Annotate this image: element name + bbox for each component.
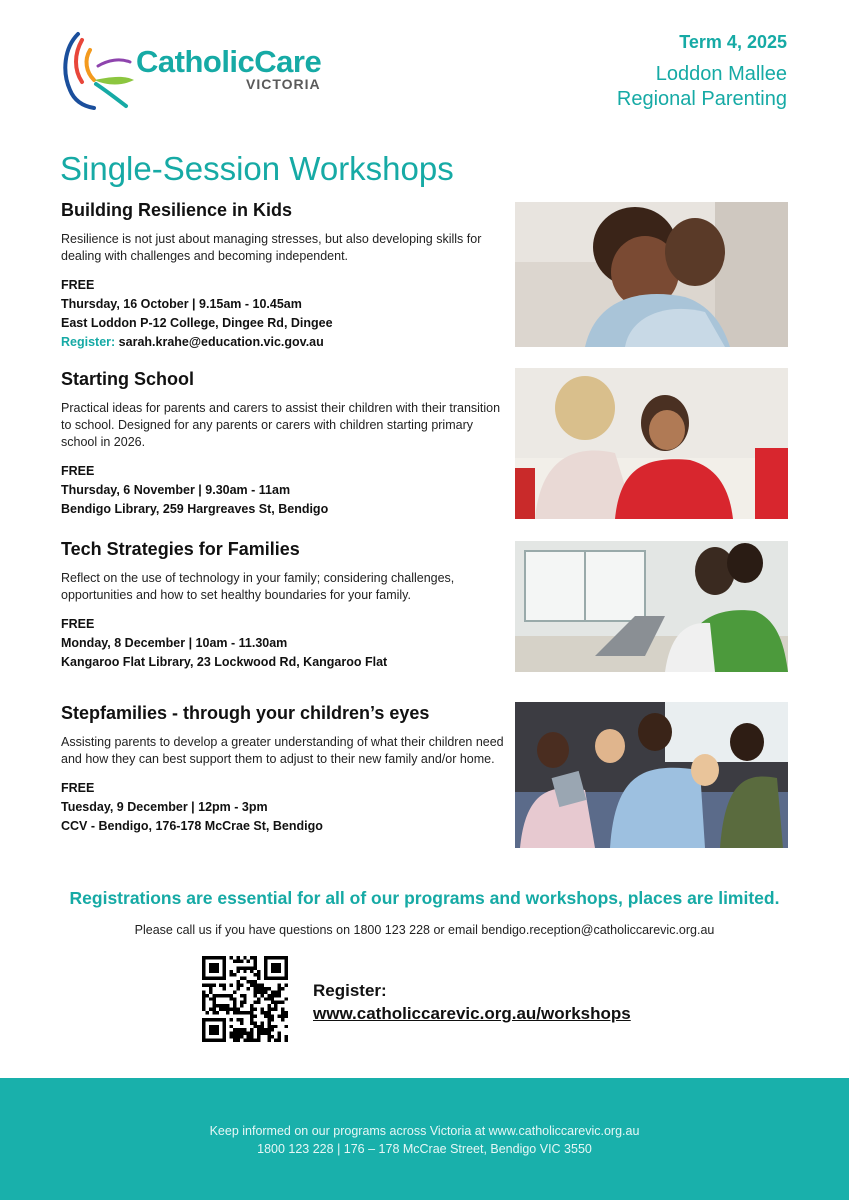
workshop-resilience: [61, 200, 511, 352]
photo-teacher-with-student: [515, 368, 788, 519]
workshop-cost: FREE: [61, 464, 95, 478]
workshop-date-time: Thursday, 6 November | 9.30am - 11am: [61, 483, 291, 497]
region-line-2: Regional Parenting: [616, 88, 787, 110]
workshop-venue: CCV - Bendigo, 176-178 McCrae St, Bendigo: [61, 819, 323, 833]
workshop-date-time: Monday, 8 December | 10am - 11.30am: [61, 636, 288, 650]
workshop-title: Starting School: [61, 369, 195, 389]
register-label: Register:: [313, 981, 387, 1000]
workshop-title: Tech Strategies for Families: [61, 539, 300, 559]
page-title: Single-Session Workshops: [60, 150, 454, 187]
footer-line-2: 1800 123 228 | 176 – 178 McCrae Street, Bendigo VIC 3550: [257, 1142, 592, 1156]
workshop-date-time: Thursday, 16 October | 9.15am - 10.45am: [61, 297, 302, 311]
photo-father-son-laptop: [515, 541, 788, 672]
workshop-cost: FREE: [61, 278, 95, 292]
workshop-venue: Kangaroo Flat Library, 23 Lockwood Rd, Kangaroo Flat: [61, 655, 388, 669]
workshop-description: Reflect on the use of technology in your family; considering challenges, opportunities and how to set healthy boundaries for your family.: [61, 571, 455, 602]
workshop-title: Stepfamilies - through your children’s eyes: [61, 703, 430, 723]
catholiccare-logo: [60, 30, 340, 110]
workshop-description: Practical ideas for parents and carers to assist their children with their transition to school. Designed for any parents or carers with children starting primary school in 2026.: [61, 401, 501, 449]
workshop-starting-school: [61, 369, 511, 519]
register-label: Register:: [61, 335, 116, 349]
logo-subtitle: VICTORIA: [246, 76, 321, 92]
workshop-registration: [61, 333, 511, 352]
register-url-link[interactable]: www.catholiccarevic.org.au/workshops: [313, 1004, 631, 1023]
workshop-title: Building Resilience in Kids: [61, 200, 293, 220]
butterfly-logo-icon: [60, 30, 136, 110]
workshop-tech-strategies: [61, 539, 511, 672]
region-label: [617, 62, 787, 112]
register-block: [313, 979, 631, 1025]
workshop-date-time: Tuesday, 9 December | 12pm - 3pm: [61, 800, 268, 814]
registration-notice: Registrations are essential for all of our programs and workshops, places are limited.: [69, 888, 780, 908]
workshop-cost: FREE: [61, 617, 95, 631]
workshop-venue: East Loddon P-12 College, Dingee Rd, Dingee: [61, 316, 333, 330]
register-email-link[interactable]: sarah.krahe@education.vic.gov.au: [118, 335, 324, 349]
contact-info: Please call us if you have questions on 1800 123 228 or email bendigo.reception@catholiccarevic.org.au: [134, 923, 715, 937]
footer-line-1: Keep informed on our programs across Victoria at www.catholiccarevic.org.au: [209, 1124, 640, 1138]
workshop-venue: Bendigo Library, 259 Hargreaves St, Bendigo: [61, 502, 329, 516]
footer: [0, 1078, 849, 1200]
region-line-1: Loddon Mallee: [655, 63, 787, 85]
qr-code[interactable]: [202, 956, 288, 1042]
workshop-description: Resilience is not just about managing stresses, but also developing skills for dealing with challenges and becoming independent.: [61, 232, 482, 263]
workshop-stepfamilies: [61, 703, 511, 836]
photo-family-on-couch: [515, 702, 788, 848]
workshop-cost: FREE: [61, 781, 95, 795]
term-label: Term 4, 2025: [679, 32, 787, 52]
logo-wordmark: CatholicCare: [136, 44, 322, 79]
workshop-description: Assisting parents to develop a greater understanding of what their children need and how they can best support them to adjust to their new family and/or home.: [61, 735, 504, 766]
photo-mother-hugging-child: [515, 202, 788, 347]
qr-code-icon: [202, 956, 288, 1042]
